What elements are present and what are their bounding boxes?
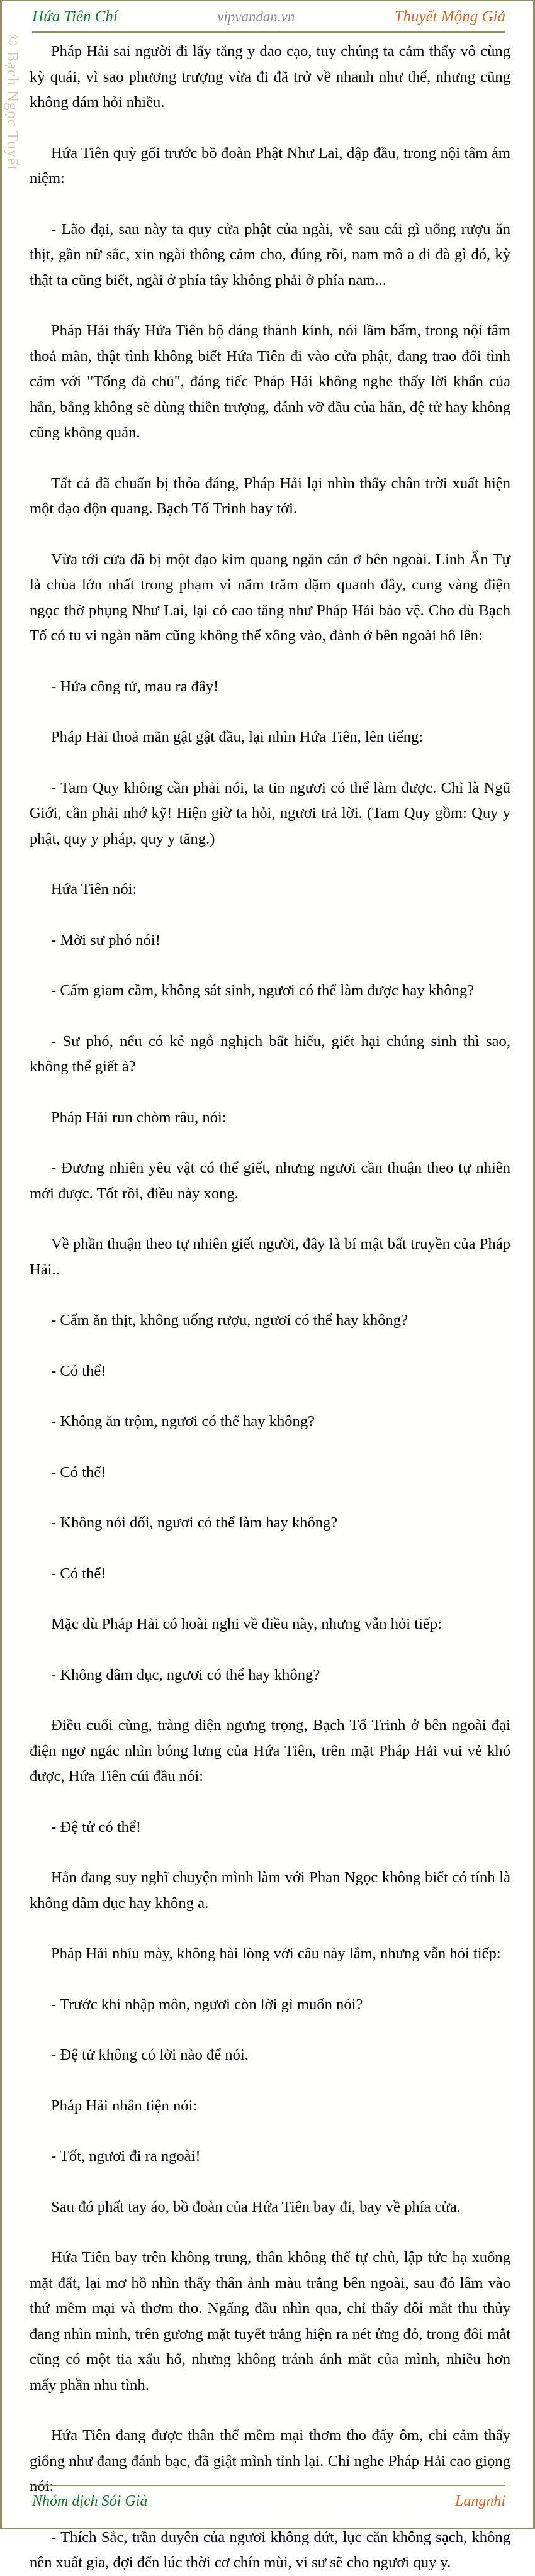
page-header [32,5,505,33]
footer-translator-name: Langnhi [454,2492,505,2509]
paragraph: Sau đó phất tay áo, bồ đoàn của Hứa Tiên bay đi, bay về phía cửa. [51,2198,461,2216]
paragraph: Pháp Hải thấy Hứa Tiên bộ dáng thành kính, nói lầm bẩm, trong nội tâm thoả mãn, thật tình không biết Hứa Tiên đi vào cửa phật, đang trao đổi tình cảm với "Tổng đà chủ", đáng tiếc Pháp Hải không nghe thấy lời khẩn của hắn, bằng không sẽ dùng thiền trượng, đánh vỡ đầu của hắn, đệ tử hay không cũng không quản. [30,322,510,441]
watermark-text: © Bạch Ngọc Tuyết [4,34,21,171]
paragraph: - Mời sư phó nói! [51,931,160,949]
paragraph: Hứa Tiên đang được thân thể mềm mại thơm tho đấy ôm, chỉ cảm thấy giống như đang đánh bạc, đã giật mình tỉnh lại. Chỉ nghe Pháp Hải cao giọng nói: [30,2427,510,2495]
paragraph: Tất cả đã chuẩn bị thỏa đáng, Pháp Hải lại nhìn thấy chân trời xuất hiện một đạo độn quang. Bạch Tố Trinh bay tới. [30,474,510,517]
paragraph: Pháp Hải thoả mãn gật gật đầu, lại nhìn Hứa Tiên, lên tiếng: [51,728,424,745]
paragraph: - Trước khi nhập môn, ngươi còn lời gì muốn nói? [51,1995,363,2013]
paragraph: Hứa Tiên quỳ gối trước bồ đoàn Phật Như Lai, dập đầu, trong nội tâm ám niệm: [30,144,510,187]
paragraph: - Sư phó, nếu có kẻ ngỗ nghịch bất hiếu, giết hại chúng sinh thì sao, không thể giết à? [30,1032,510,1075]
paragraph: - Có thể! [51,1463,106,1481]
header-site-name: vipvandan.vn [217,9,295,25]
paragraph: - Cấm ăn thịt, không uống rượu, ngươi có thể hay không? [51,1312,408,1329]
paragraph: Hứa Tiên bay trên không trung, thân không thể tự chủ, lập tức hạ xuống mặt đất, lại mơ hồ nhìn thấy thân ảnh màu trắng bên ngoài, sau đó lâm vào thứ mềm mại và thơm tho. Ngẩng đầu nhìn qua, chỉ thấy đôi mắt thu thủy đang nhìn mình, trên gương mặt tuyết trắng hiện ra nét ửng đỏ, trong đôi mắt cũng có một tia xấu hổ, nhưng không tránh ánh mắt của mình, nhiều hơn mấy phần nhu tình. [30,2249,510,2394]
header-book-title: Hứa Tiên Chí [32,8,118,25]
paragraph: Về phần thuận theo tự nhiên giết người, đây là bí mật bất truyền của Pháp Hải.. [30,1235,510,1278]
paragraph: Pháp Hải nhíu mày, không hài lòng với câu này lắm, nhưng vẫn hỏi tiếp: [51,1945,501,1962]
page-footer [32,2485,505,2514]
paragraph: Pháp Hải nhân tiện nói: [51,2097,198,2114]
paragraph: Pháp Hải run chòm râu, nói: [51,1108,227,1126]
paragraph: - Không dâm dục, ngươi có thể hay không? [51,1666,320,1683]
paragraph: - Hứa công tử, mau ra đây! [51,677,219,695]
paragraph: - Không ăn trộm, ngươi có thể hay không? [51,1413,315,1430]
paragraph: Pháp Hải sai người đi lấy tăng y dao cạo, tuy chúng ta cảm thấy vô cùng kỳ quái, vì sao phương trượng vừa đi đã trở về nhanh như thế, nhưng cũng không dám hỏi nhiều. [30,43,510,111]
novel-body [30,39,510,2576]
paragraph: - Lão đại, sau này ta quy cửa phật của ngài, về sau cái gì uống rượu ăn thịt, gần nữ sắc, xin ngài thông cảm cho, đúng rồi, nam mô a di đà gì đó, kỳ thật ta cũng biết, ngài ở phía tây không phải ở phía nam... [30,220,510,289]
paragraph: - Có thể! [51,1362,106,1380]
paragraph: - Thích Sắc, trần duyên của ngươi không dứt, lục căn không sạch, không nên xuất gia, đợi đến lúc thời cơ chín mùi, vi sư sẽ cho ngươi quy y. [30,2528,510,2571]
paragraph: - Tam Quy không cần phải nói, ta tin ngươi có thể làm được. Chỉ là Ngũ Giới, cần phải nhớ kỹ! Hiện giờ ta hỏi, ngươi trả lời. (Tam Quy gồm: Quy y phật, quy y pháp, quy y tăng.) [30,779,510,847]
paragraph: Mặc dù Pháp Hải có hoài nghi về điều này, nhưng vẫn hỏi tiếp: [51,1615,442,1632]
paragraph: Hắn đang suy nghĩ chuyện mình làm với Phan Ngọc không biết có tính là không dâm dục hay không a. [30,1869,510,1912]
paragraph: - Đệ tử có thể! [51,1818,142,1836]
paragraph: - Tốt, ngươi đi ra ngoài! [51,2148,201,2165]
paragraph: Vừa tới cửa đã bị một đạo kim quang ngăn cản ở bên ngoài. Linh Ẩn Tự là chùa lớn nhất trong phạm vi năm trăm dặm quanh đây, cung vàng điện ngọc thờ phụng Như Lai, lại có cao tăng như Pháp Hải bảo vệ. Cho dù Bạch Tố có tu vi ngàn năm cũng không thể xông vào, đành ở bên ngoài hô lên: [30,550,510,644]
header-author-name: Thuyết Mộng Giả [394,8,505,25]
copyright-watermark [4,34,23,2361]
paragraph: - Đệ tử không có lời nào để nói. [51,2046,249,2063]
paragraph: - Đương nhiên yêu vật có thể giết, nhưng ngươi cần thuận theo tự nhiên mới được. Tốt rồi, điều này xong. [30,1159,510,1202]
paragraph: Điều cuối cùng, tràng diện ngưng trọng, Bạch Tố Trinh ở bên ngoài đại điện ngơ ngác nhìn bóng lưng của Hứa Tiên, trên mặt Pháp Hải vui vẻ khó được, Hứa Tiên cúi đầu nói: [30,1717,510,1785]
paragraph: - Có thể! [51,1564,106,1582]
paragraph: - Không nói dối, ngươi có thể làm hay không? [51,1514,338,1531]
footer-translation-group: Nhóm dịch Sói Già [32,2492,148,2509]
paragraph: - Cấm giam cầm, không sát sinh, ngươi có thể làm được hay không? [51,982,475,999]
paragraph: Hứa Tiên nói: [51,881,137,898]
